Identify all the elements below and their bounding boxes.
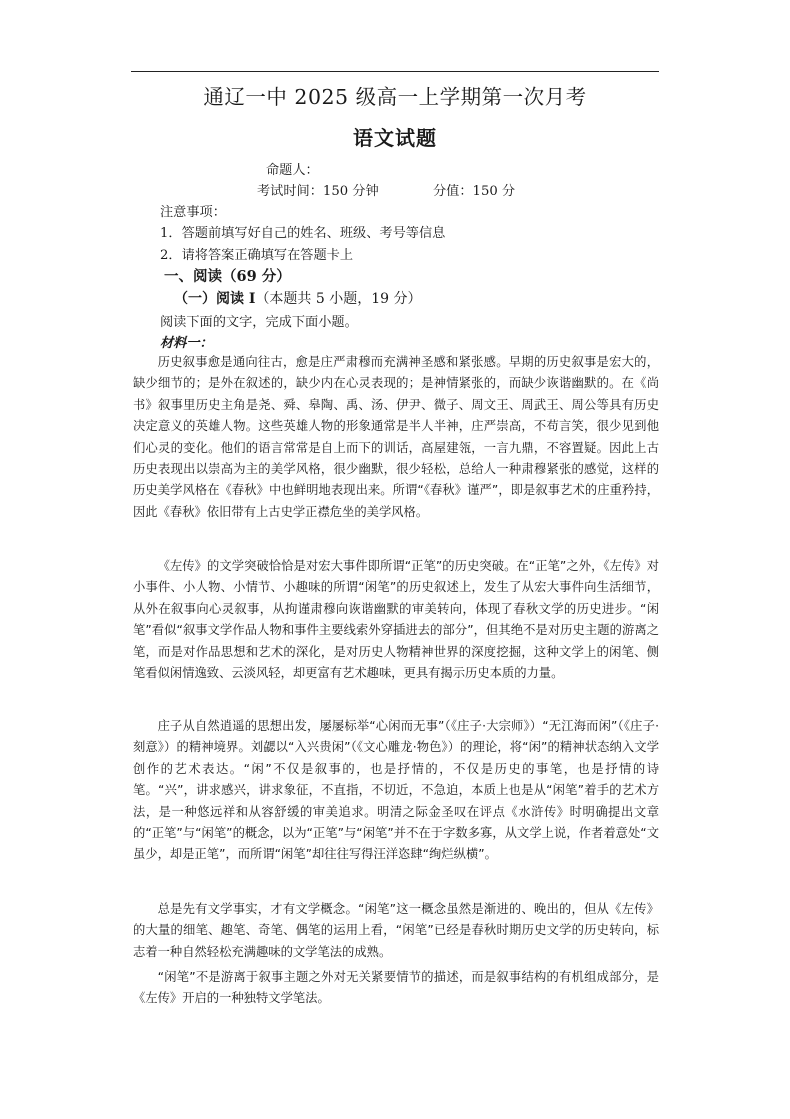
note-item: 1．答题前填写好自己的姓名、班级、考号等信息 [160,226,446,241]
exam-time: 考试时间：150 分钟 [257,184,379,199]
note-item: 2．请将答案正确填写在答题卡上 [160,248,354,263]
exam-title: 通辽一中 2025 级高一上学期第一次月考 [203,85,587,109]
paragraph-text: 历史叙事愈是通向往古，愈是庄严肃穆而充满神圣感和紧张感。早期的历史叙事是宏大的，缺少细节的；是外在叙述的，缺少内在心灵表现的；是神情紧张的，而缺少诙谐幽默的。在《尚书》叙事里历史主角是尧、舜、皋陶、禹、汤、伊尹、微子、周文王、周武王、周公等具有历史决定意义的英雄人物。这些英雄人物的形象通常是半人半神，庄严崇高，不苟言笑，很少见到他们心灵的变化。他们的语言常常是自上而下的训话，高屋建瓴，一言九鼎，不容置疑。因此上古历史表现出以崇高为主的美学风格，很少幽默，很少轻松，总给人一种肃穆紧张的感觉，这样的历史美学风格在《春秋》中也鲜明地表现出来。所谓“《春秋》谨严”，即是叙事艺术的庄重矜持，因此《春秋》依旧带有上古史学正襟危坐的美学风格。 [133,355,659,519]
passage-paragraph [133,967,659,1010]
reading-instruction: 阅读下面的文字，完成下面小题。 [160,315,358,330]
paragraph-text: 《左传》的文学突破恰恰是对宏大事件即所谓“正笔”的历史突破。在“正笔”之外，《左传》对小事件、小人物、小情节、小趣味的所谓“闲笔”的历史叙述上，发生了从宏大事件向生活细节，从外在叙事向心灵叙事，从拘谨肃穆向诙谐幽默的审美转向，体现了春秋文学的历史进步。“闲笔”看似“叙事文学作品人物和事件主要线索外穿插进去的部分”，但其绝不是对历史主题的游离之笔，而是对作品思想和艺术的深化，是对历史人物精神世界的深度挖掘，这种文学上的闲笔、侧笔看似闲情逸致、云淡风轻，却更富有艺术趣味，更具有揭示历史本质的力量。 [133,559,659,681]
material-label: 材料一： [160,336,213,351]
subsection-heading [174,288,422,308]
exam-score: 分值：150 分 [433,184,516,199]
exam-subtitle: 语文试题 [353,126,437,150]
header-rule [131,71,659,72]
notes-title: 注意事项： [160,205,226,220]
paragraph-text: 庄子从自然逍遥的思想出发，屡屡标举“心闲而无事”（《庄子·大宗师》）“无江海而闲”（《庄子·刻意》）的精神境界。刘勰以“入兴贵闲”（《文心雕龙·物色》）的理论，将“闲”的精神状态纳入文学创作的艺术表达。“闲”不仅是叙事的，也是抒情的，不仅是历史的事笔，也是抒情的诗笔。“兴”，讲求感兴，讲求象征，不直指，不切近，不急迫，本质上也是从“闲笔”着手的艺术方法，是一种悠远祥和从容舒缓的审美追求。明清之际金圣叹在评点《水浒传》时明确提出文章的“正笔”与“闲笔”的概念，以为“正笔”与“闲笔”并不在于字数多寡，从文学上说，作者着意处“文虽少，却是正笔”，而所谓“闲笔”却往往写得汪洋恣肆“绚烂纵横”。 [133,719,659,862]
subsection-heading-bold: （一）阅读 I [174,291,256,307]
subsection-heading-rest: （本题共 5 小题，19 分） [255,291,422,307]
paragraph-text: “闲笔”不是游离于叙事主题之外对无关紧要情节的描述，而是叙事结构的有机组成部分，是《左传》开启的一种独特文学笔法。 [133,970,659,1006]
author-label: 命题人： [266,163,319,178]
section-heading: 一、阅读（69 分） [164,268,291,285]
passage-paragraph [133,899,659,963]
passage-paragraph [133,556,659,684]
passage-paragraph [133,716,659,866]
paragraph-text: 总是先有文学事实，才有文学概念。“闲笔”这一概念虽然是渐进的、晚出的，但从《左传》的大量的细笔、趣笔、奇笔、偶笔的运用上看，“闲笔”已经是春秋时期历史文学的历史转向，标志着一种自然轻松充满趣味的文学笔法的成熟。 [133,902,659,959]
passage-paragraph [133,352,659,523]
